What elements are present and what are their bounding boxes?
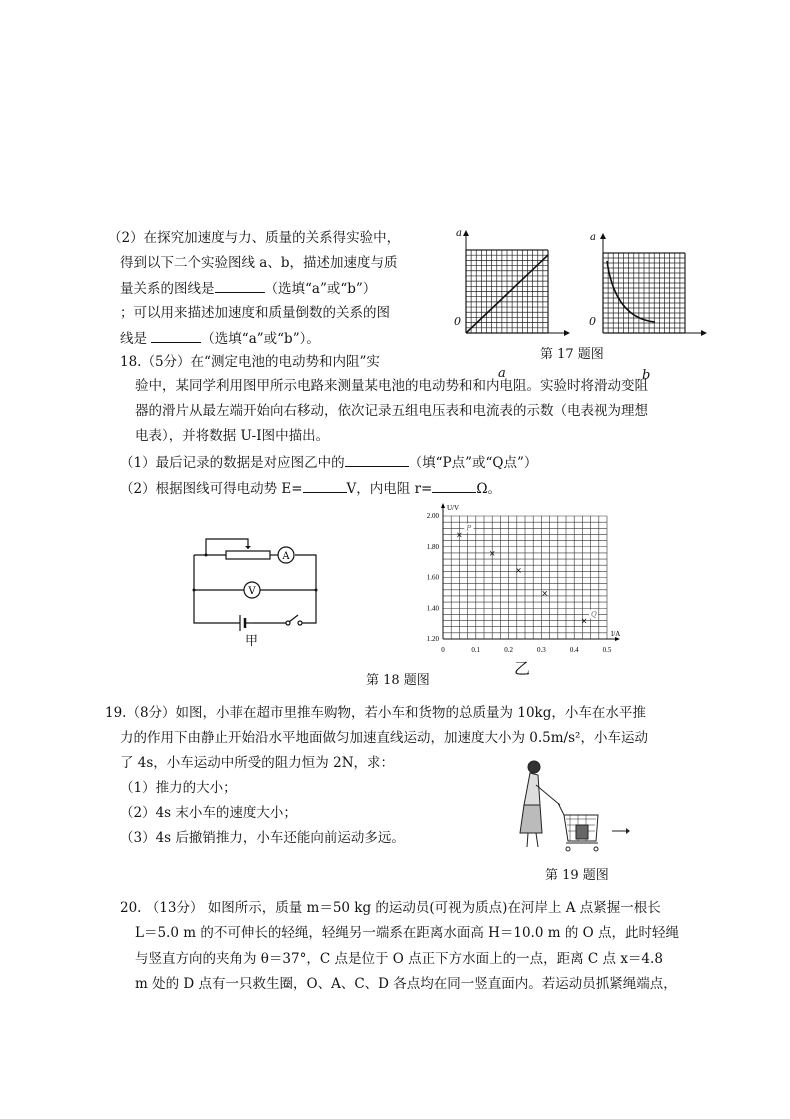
x-axis-label: I/A bbox=[611, 630, 621, 638]
arrow-icon bbox=[463, 230, 469, 236]
q19-line: （3）4s 后撤销推力，小车还能向前运动多远。 bbox=[120, 830, 405, 846]
answer-blank bbox=[303, 479, 347, 493]
q18-text: V，内电阻 r= bbox=[346, 481, 433, 497]
y-tick-label: 1.80 bbox=[426, 542, 439, 551]
arrow-icon bbox=[600, 233, 606, 239]
q18-text: （1）最后记录的数据是对应图乙中的 bbox=[120, 455, 345, 471]
circuit-label: 甲 bbox=[245, 634, 259, 649]
q19-line: （1）推力的大小； bbox=[120, 780, 237, 796]
q18-line: 18.（5分）在“测定电池的电动势和内阻”实 bbox=[120, 354, 380, 370]
ammeter-symbol: A bbox=[282, 551, 290, 562]
q18-line: 验中，某同学利用图甲所示电路来测量某电池的电动势和和内电阻。实验时将滑动变阻 bbox=[135, 378, 648, 394]
y-tick-label: 1.20 bbox=[426, 635, 439, 643]
q19-line: 19.（8分）如图，小菲在超市里推车购物，若小车和货物的总质量为 10kg，小车在水平推 bbox=[105, 705, 646, 721]
voltmeter-symbol: V bbox=[248, 586, 256, 597]
u-i-chart bbox=[420, 500, 630, 660]
q17-line bbox=[120, 279, 376, 298]
axis-label: a bbox=[456, 228, 462, 239]
arrow-icon bbox=[564, 330, 570, 336]
q19-line: 了 4s，小车运动中所受的阻力恒为 2N，求： bbox=[120, 755, 395, 771]
x-tick-label: 0 bbox=[441, 646, 445, 654]
x-tick-label: 0.5 bbox=[602, 646, 612, 654]
origin-label: 0 bbox=[589, 315, 596, 328]
q17-line bbox=[120, 329, 320, 348]
y-axis-label: U/V bbox=[447, 504, 460, 512]
answer-blank bbox=[215, 279, 265, 293]
answer-blank bbox=[345, 453, 409, 467]
axis-label: a bbox=[590, 232, 596, 243]
figure-caption: 第 19 题图 bbox=[545, 868, 609, 883]
y-tick-label: 1.40 bbox=[426, 604, 439, 613]
shopping-cart-illustration bbox=[512, 755, 642, 855]
figure-caption: 第 17 题图 bbox=[540, 347, 604, 362]
q17-line: （2）在探究加速度与力、质量的关系得实验中， bbox=[108, 230, 401, 246]
origin-label: 0 bbox=[454, 315, 461, 328]
answer-blank bbox=[432, 479, 476, 493]
x-tick-label: 0.3 bbox=[537, 646, 546, 654]
x-tick-label: 0.2 bbox=[504, 646, 513, 654]
figure-caption: 第 18 题图 bbox=[366, 673, 430, 688]
q18-text: （2）根据图线可得电动势 E= bbox=[120, 481, 303, 497]
q17-text: （选填“a”或“b”）。 bbox=[201, 331, 320, 347]
q19-line: 力的作用下由静止开始沿水平地面做匀加速直线运动，加速度大小为 0.5m/s²，小车运动 bbox=[120, 730, 648, 746]
plot-label: 乙 bbox=[514, 659, 531, 678]
q18-text: （填“P点”或“Q点”） bbox=[408, 455, 538, 471]
data-point: × bbox=[580, 616, 588, 626]
q17-text: （选填“a”或“b”） bbox=[264, 281, 377, 297]
graph-b bbox=[585, 228, 705, 348]
data-point: × bbox=[488, 548, 496, 558]
x-tick-label: 0.4 bbox=[569, 646, 579, 654]
arrow-icon bbox=[441, 503, 445, 508]
x-tick-label: 0.1 bbox=[471, 646, 481, 654]
circuit-diagram bbox=[190, 505, 330, 630]
y-tick-label: 2.00 bbox=[426, 512, 439, 520]
answer-blank bbox=[151, 329, 201, 343]
q18-line bbox=[120, 453, 537, 472]
q17-line: ；可以用来描述加速度和质量倒数的关系的图 bbox=[120, 305, 390, 321]
data-point: × bbox=[515, 565, 522, 575]
q20-line: m 处的 D 点有一只救生圈，O、A、C、D 各点均在同一竖直面内。若运动员抓紧绳端点， bbox=[135, 976, 677, 992]
q17-text: 量关系的图线是 bbox=[120, 281, 215, 297]
q18-line: 电表），并将数据 U-I图中描出。 bbox=[135, 428, 330, 444]
q20-line: L＝5.0 m 的不可伸长的轻绳，轻绳另一端系在距离水面高 H＝10.0 m 的 O 点，此时轻绳 bbox=[135, 925, 679, 941]
q17-line: 得到以下二个实验图线 a、b，描述加速度与质 bbox=[120, 255, 398, 271]
y-tick-label: 1.60 bbox=[426, 573, 439, 582]
q20-line: 20. （13分） 如图所示，质量 m＝50 kg 的运动员(可视为质点)在河岸上 A 点紧握一根长 bbox=[120, 900, 661, 916]
graph-b-label: b bbox=[642, 368, 651, 383]
point-label: Q bbox=[591, 610, 597, 619]
q19-line: （2）4s 末小车的速度大小； bbox=[120, 805, 297, 821]
graph-a bbox=[450, 228, 560, 348]
q18-line: 器的滑片从最左端开始向右移动，依次记录五组电压表和电流表的示数（电表视为理想 bbox=[135, 403, 648, 419]
data-point: × bbox=[456, 530, 463, 540]
q17-text: 线是 bbox=[120, 331, 152, 347]
q18-text: Ω。 bbox=[476, 481, 502, 497]
q20-line: 与竖直方向的夹角为 θ＝37°，C 点是位于 O 点正下方水面上的一点，距离 C 点 x＝4.8 bbox=[135, 951, 663, 967]
q18-line bbox=[120, 479, 501, 498]
graph-a-label: a bbox=[498, 366, 506, 381]
point-label: P bbox=[466, 524, 472, 533]
arrow-icon bbox=[701, 330, 707, 336]
data-point: × bbox=[541, 588, 549, 598]
